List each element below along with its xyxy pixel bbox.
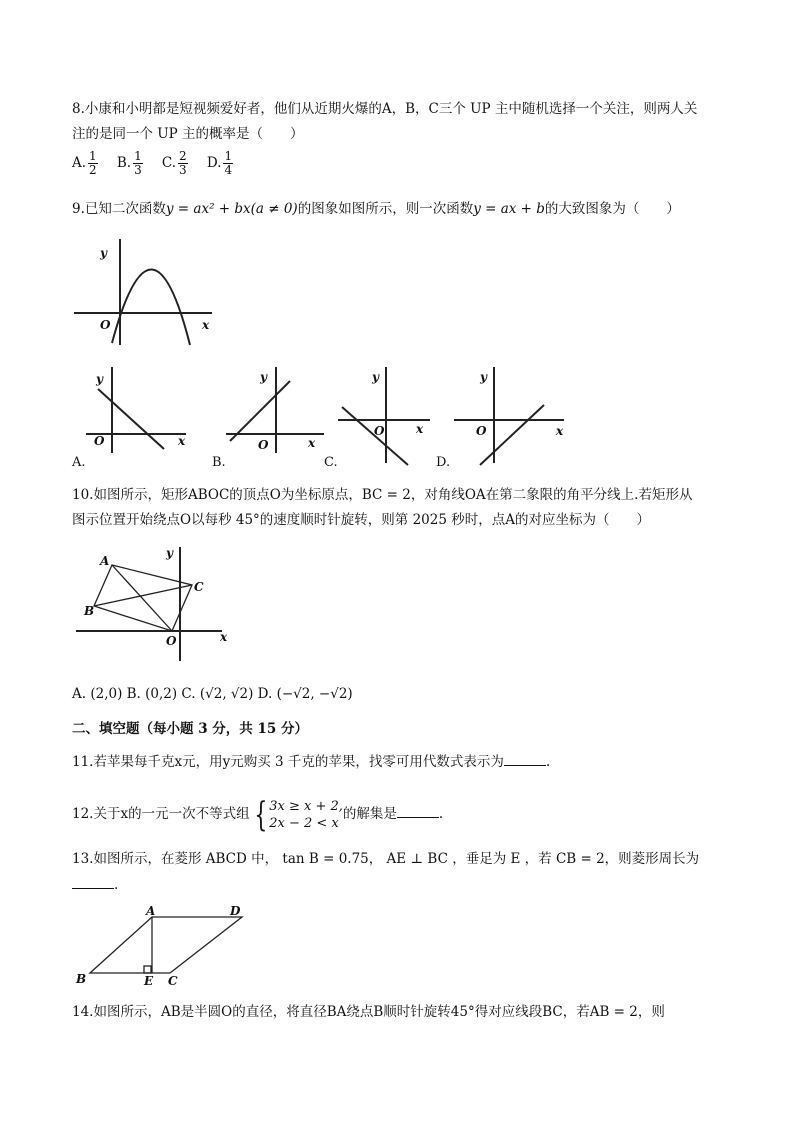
svg-text:O: O (100, 318, 111, 332)
q12-answer-blank[interactable] (397, 805, 439, 818)
q8-option-b: B. $\frac{1}{3}$ (116, 149, 142, 177)
svg-text:y: y (166, 546, 173, 560)
q9-option-d-graph (452, 365, 572, 465)
q8-text-2: 注的是同一个 UP 主的概率是（ ） (72, 126, 304, 142)
q12-inequality-system: { 3x ≥ x + 2, 2x − 2 < x (253, 794, 343, 835)
svg-text:y: y (100, 246, 107, 260)
q8-option-a: A. $\frac{1}{2}$ (72, 149, 97, 177)
q9-option-c-graph (336, 365, 446, 465)
svg-text:x: x (308, 436, 316, 450)
q10-options: A. (2,0) B. (0,2) C. (√2, √2) D. (−√2, −√2) (72, 686, 353, 702)
q10-text: 10.如图所示，矩形ABOC的顶点O为坐标原点，BC = 2，对角线OA在第二象限的角平分线上.若矩形从 (72, 487, 693, 503)
q9-parabola-graph (72, 235, 222, 350)
q12-text: 12.关于x的一元一次不等式组 { 3x ≥ x + 2, 2x − 2 < x 的解集是 . (72, 794, 444, 835)
svg-text:x: x (556, 424, 564, 438)
svg-text:A: A (100, 554, 110, 568)
q9-option-c-label: C. (324, 455, 338, 470)
q9-option-a-graph (84, 365, 194, 455)
q13-answer-blank[interactable] (72, 876, 114, 889)
q11-text: 11.若苹果每千克x元，用y元购买 3 千克的苹果，找零可用代数式表示为 . (72, 754, 551, 770)
svg-text:O: O (374, 424, 385, 438)
q9-text: 9.已知二次函数y = ax² + bx(a ≠ 0)的图象如图所示，则一次函数y = ax + b的大致图象为（ ） (72, 201, 680, 217)
svg-text:B: B (76, 972, 87, 986)
section-2-title: 二、填空题（每小题 3 分，共 15 分） (72, 721, 308, 737)
svg-text:y: y (260, 370, 267, 384)
svg-text:O: O (258, 438, 269, 452)
q13-text: 13.如图所示，在菱形 ABCD 中， tan B = 0.75， AE ⊥ BC ，垂足为 E ，若 CB = 2，则菱形周长为 (72, 851, 700, 867)
q10-text-2: 图示位置开始绕点O以每秒 45°的速度顺时针旋转，则第 2025 秒时，点A的对应坐标为（ ） (72, 512, 650, 528)
q9-linear: y = ax + b (473, 201, 545, 217)
svg-text:x: x (202, 318, 210, 332)
svg-text:x: x (416, 422, 424, 436)
q8-options (72, 150, 235, 177)
svg-text:O: O (94, 434, 105, 448)
q8-text: 8.小康和小明都是短视频爱好者，他们从近期火爆的A，B，C三个 UP 主中随机选择一个关注，则两人关 (72, 101, 698, 117)
q9-option-a-label: A. (72, 455, 86, 470)
q13-rhombus-graph (72, 905, 262, 990)
svg-text:y: y (372, 370, 379, 384)
svg-text:x: x (178, 434, 186, 448)
svg-text:x: x (220, 630, 228, 644)
svg-text:O: O (166, 634, 177, 648)
svg-text:C: C (168, 974, 178, 988)
svg-text:O: O (476, 424, 487, 438)
svg-text:y: y (480, 370, 487, 384)
svg-text:E: E (144, 974, 154, 988)
svg-text:D: D (230, 904, 241, 918)
q14-text: 14.如图所示，AB是半圆O的直径，将直径BA绕点B顺时针旋转45°得对应线段BC，若AB = 2，则 (72, 1004, 665, 1020)
q10-rectangle-graph (72, 545, 242, 665)
q8-option-c: C. $\frac{2}{3}$ (161, 149, 187, 177)
svg-text:A: A (146, 904, 156, 918)
q13-end: . (72, 875, 118, 895)
svg-text:B: B (84, 604, 95, 618)
svg-text:C: C (194, 580, 204, 594)
svg-text:y: y (96, 372, 103, 386)
q9-option-d-label: D. (436, 455, 451, 470)
q11-answer-blank[interactable] (504, 753, 546, 766)
q9-quadratic: y = ax² + bx(a ≠ 0) (165, 201, 298, 217)
q9-option-b-graph (224, 365, 334, 455)
q8-option-d: D. $\frac{1}{4}$ (206, 149, 233, 177)
q9-option-b-label: B. (212, 455, 226, 470)
